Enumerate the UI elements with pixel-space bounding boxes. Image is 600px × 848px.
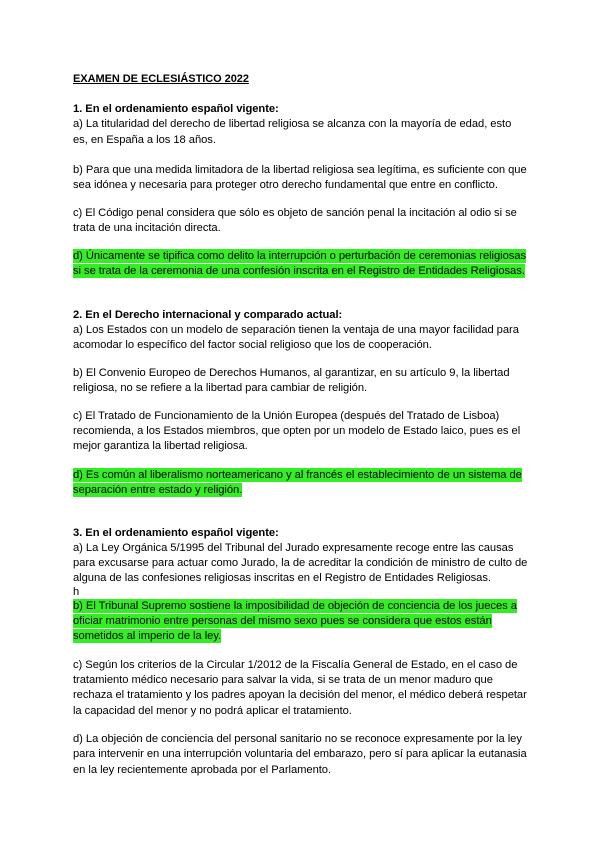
q1-option-d-line2 <box>73 264 525 278</box>
q2-option-a-line2: acomodar lo específico del factor social religioso que los de cooperación. <box>73 339 432 351</box>
highlight: b) El Tribunal Supremo sostiene la imposibilidad de objeción de conciencia de los jueces a <box>73 600 517 612</box>
q3-option-c-line2: tratamiento médico necesario para salvar la vida, si se trata de un menor maduro que <box>73 674 493 686</box>
highlight: separación entre estado y religión. <box>73 484 243 496</box>
q1-option-d-line1 <box>73 249 526 263</box>
q3-option-a-line3: alguna de las confesiones religiosas inscritas en el Registro de Entidades Religiosas. <box>73 572 491 584</box>
q1-option-b-line2: sea idónea y necesaria para proteger otro derecho fundamental que entre en conflicto. <box>73 179 498 191</box>
q3-option-d-line3: en la ley recientemente aprobada por el Parlamento. <box>73 764 332 776</box>
q2-option-c-line3: mejor garantiza la libertad religiosa. <box>73 440 248 452</box>
q2-option-d-line2 <box>73 483 242 497</box>
q1-option-c-line1: c) El Código penal considera que sólo es objeto de sanción penal la incitación al odio si se <box>73 207 517 219</box>
q2-option-d-line1 <box>73 468 522 482</box>
exam-title: EXAMEN DE ECLESIÁSTICO 2022 <box>73 73 249 85</box>
q1-option-a-line1: a) La titularidad del derecho de libertad religiosa se alcanza con la mayoría de edad, esto <box>73 118 512 130</box>
q2-option-c-line1: c) El Tratado de Funcionamiento de la Unión Europea (después del Tratado de Lisboa) <box>73 410 500 422</box>
highlight: d) Es común al liberalismo norteamericano y al francés el establecimiento de un sistema de <box>73 469 522 481</box>
q2-option-a-line1: a) Los Estados con un modelo de separación tienen la ventaja de una mayor facilidad para <box>73 324 519 336</box>
q3-option-d-line1: d) La objeción de conciencia del personal sanitario no se reconoce expresamente por la ley <box>73 733 522 745</box>
q3-option-d-line2: para intervenir en una interrupción voluntaria del embarazo, pero sí para aplicar la eutanasia <box>73 748 527 760</box>
q3-option-a-line2: para excusarse para actuar como Jurado, la de acreditar la condición de ministro de culto de <box>73 557 528 569</box>
q2-heading: 2. En el Derecho internacional y comparado actual: <box>73 309 343 321</box>
q1-heading: 1. En el ordenamiento español vigente: <box>73 103 279 115</box>
q3-option-c-line1: c) Según los criterios de la Circular 1/2012 de la Fiscalía General de Estado, en el caso de <box>73 659 518 671</box>
highlight: d) Únicamente se tipifica como delito la interrupción o perturbación de ceremonias religiosas <box>73 250 527 262</box>
q3-option-b-line2 <box>73 614 492 628</box>
q2-option-b-line2: religiosa, no se refiere a la libertad para cambiar de religión. <box>73 382 368 394</box>
q2-option-b-line1: b) El Convenio Europeo de Derechos Humanos, al garantizar, en su artículo 9, la libertad <box>73 367 510 379</box>
q3-stray-char: h <box>73 586 80 598</box>
q1-option-c-line2: trata de una incitación directa. <box>73 222 221 234</box>
q3-option-c-line3: rechaza el tratamiento y los padres apoyan la decisión del menor, el médico deberá respetar <box>73 689 527 701</box>
q2-option-c-line2: recomienda, a los Estados miembros, que opten por un modelo de Estado laico, pues es el <box>73 425 521 437</box>
q3-option-b-line1 <box>73 599 517 613</box>
q3-option-a-line1: a) La Ley Orgánica 5/1995 del Tribunal del Jurado expresamente recoge entre las causas <box>73 542 514 554</box>
highlight: oficiar matrimonio entre personas del mismo sexo pues se considera que estos están <box>73 615 492 627</box>
q3-heading: 3. En el ordenamiento español vigente: <box>73 527 279 539</box>
q1-option-a-line2: es, en España a los 18 años. <box>73 134 216 146</box>
highlight: sometidos al imperio de la ley. <box>73 630 222 642</box>
q3-option-b-line3 <box>73 629 221 643</box>
highlight: si se trata de la ceremonia de una confesión inscrita en el Registro de Entidades Religiosas. <box>73 265 525 277</box>
q3-option-c-line4: la capacidad del menor y no podrá aplicar el tratamiento. <box>73 705 352 717</box>
q1-option-b-line1: b) Para que una medida limitadora de la libertad religiosa sea legítima, es suficiente con que <box>73 164 527 176</box>
